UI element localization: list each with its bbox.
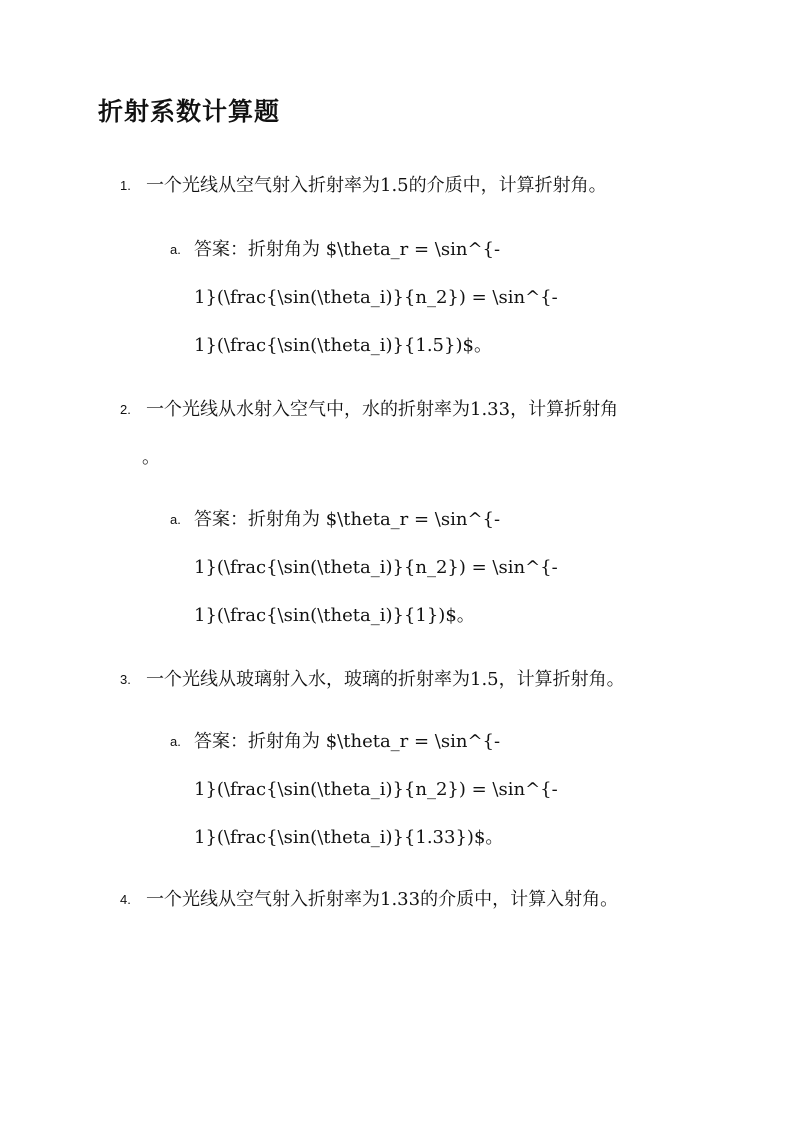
answer-line: 答案：折射角为 $\theta_r = \sin^{- xyxy=(194,731,501,752)
answer-line: 1}(\frac{\sin(\theta_i)}{n_2}) = \sin^{- xyxy=(194,287,558,308)
question-number: 2. xyxy=(120,402,131,417)
question-text: 一个光线从空气射入折射率为1.33的介质中，计算入射角。 xyxy=(146,889,619,910)
question-item xyxy=(120,162,700,210)
answer-line: 1}(\frac{\sin(\theta_i)}{n_2}) = \sin^{- xyxy=(194,557,558,578)
answer-text xyxy=(194,496,634,640)
answer-line: 答案：折射角为 $\theta_r = \sin^{- xyxy=(194,509,501,530)
answer-line: 1}(\frac{\sin(\theta_i)}{1.33})$。 xyxy=(194,827,504,848)
answer-line: 答案：折射角为 $\theta_r = \sin^{- xyxy=(194,239,501,260)
answer-label: a. xyxy=(170,242,181,257)
question-item-continued xyxy=(120,434,700,482)
question-line: 一个光线从水射入空气中，水的折射率为1.33，计算折射角 xyxy=(146,399,619,420)
question-text: 一个光线从空气射入折射率为1.5的介质中，计算折射角。 xyxy=(146,175,607,196)
question-item xyxy=(120,386,700,434)
page-title: 折射系数计算题 xyxy=(98,97,281,126)
question-number: 3. xyxy=(120,672,131,687)
answer-line: 1}(\frac{\sin(\theta_i)}{1})$。 xyxy=(194,605,475,626)
answer-text xyxy=(194,226,634,370)
answer-label: a. xyxy=(170,734,181,749)
answer-line: 1}(\frac{\sin(\theta_i)}{n_2}) = \sin^{- xyxy=(194,779,558,800)
question-number: 1. xyxy=(120,178,131,193)
question-text xyxy=(146,386,700,434)
answer-line: 1}(\frac{\sin(\theta_i)}{1.5})$。 xyxy=(194,335,492,356)
answer-item xyxy=(170,718,690,862)
question-number: 4. xyxy=(120,892,131,907)
answer-item xyxy=(170,496,690,640)
answer-label: a. xyxy=(170,512,181,527)
question-item xyxy=(120,876,700,924)
question-line: 。 xyxy=(142,447,160,468)
answer-item xyxy=(170,226,690,370)
question-text: 一个光线从玻璃射入水，玻璃的折射率为1.5，计算折射角。 xyxy=(146,669,625,690)
question-item xyxy=(120,656,700,704)
answer-text xyxy=(194,718,634,862)
